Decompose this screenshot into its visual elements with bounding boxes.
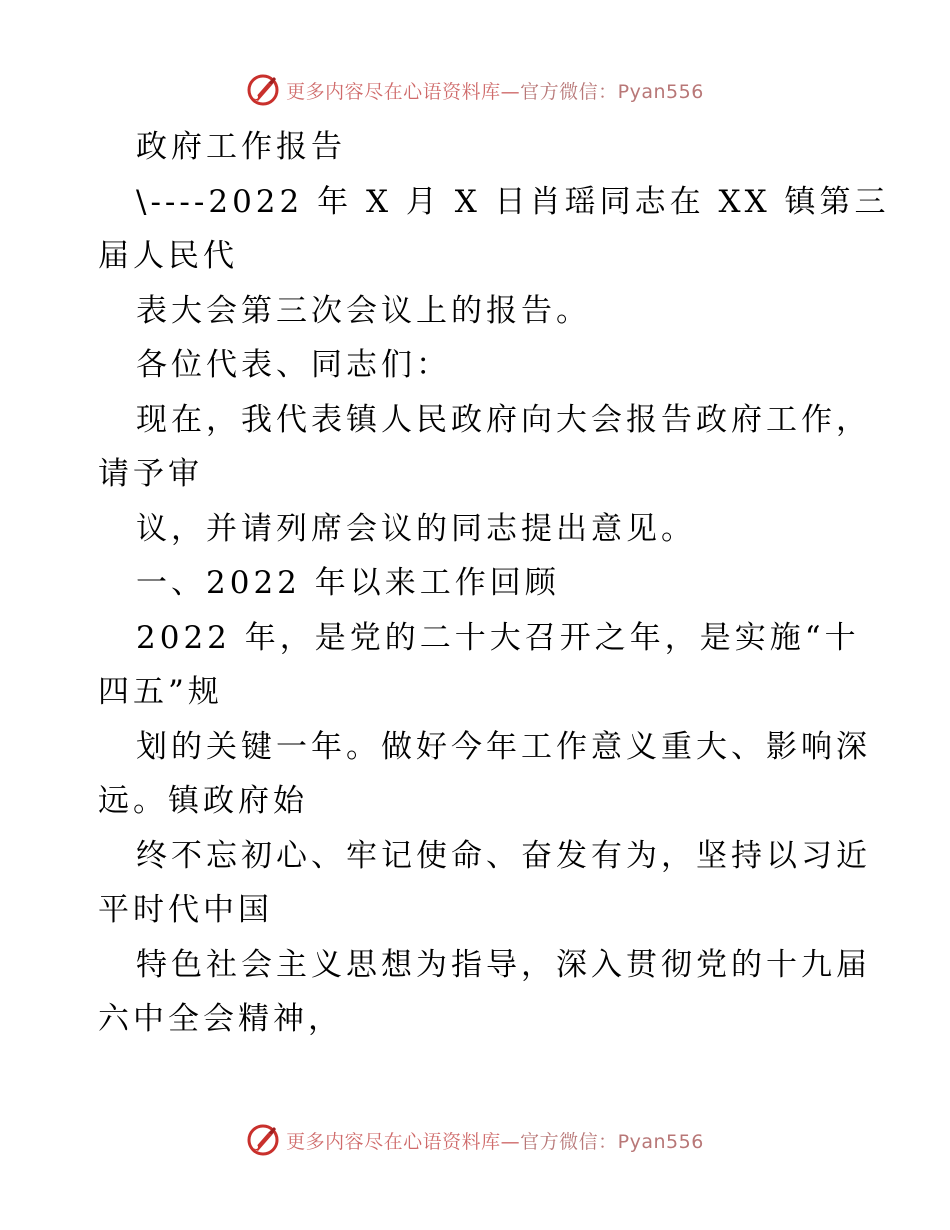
document-line: 一、2022 年以来工作回顾 (136, 565, 560, 601)
document-line: 特色社会主义思想为指导，深入贯彻党的十九届 (136, 946, 871, 983)
document-line: 六中全会精神， (98, 1001, 343, 1037)
document-line: 届人民代 (98, 238, 238, 274)
document-body (98, 120, 890, 1047)
footer-watermark (0, 1120, 950, 1160)
quill-logo-icon (246, 1123, 280, 1157)
watermark-text (286, 1127, 704, 1154)
quill-logo-icon (246, 73, 280, 107)
document-line: 各位代表、同志们： (136, 347, 451, 383)
header-watermark (0, 70, 950, 110)
document-line: \----2022 年 X 月 X 日肖瑶同志在 XX 镇第三 (136, 183, 890, 220)
document-line: 平时代中国 (98, 892, 273, 928)
watermark-main-text: 更多内容尽在心语资料库— (286, 80, 521, 103)
document-line: 表大会第三次会议上的报告。 (136, 292, 591, 329)
document-line: 终不忘初心、牢记使命、奋发有为，坚持以习近 (136, 837, 871, 874)
document-line: 划的关键一年。做好今年工作意义重大、影响深 (136, 728, 871, 765)
watermark-wechat-text: 官方微信：Pyan556 (520, 80, 704, 103)
document-line: 2022 年，是党的二十大召开之年，是实施“十 (136, 619, 860, 656)
document-line: 四五”规 (98, 674, 223, 710)
watermark-text (286, 77, 704, 104)
watermark-wechat-text: 官方微信：Pyan556 (520, 1130, 704, 1153)
watermark-main-text: 更多内容尽在心语资料库— (286, 1130, 521, 1153)
document-line: 政府工作报告 (136, 129, 346, 165)
document-line: 远。镇政府始 (98, 783, 308, 819)
document-line: 请予审 (98, 456, 203, 492)
document-line: 现在，我代表镇人民政府向大会报告政府工作， (136, 401, 871, 438)
document-line: 议，并请列席会议的同志提出意见。 (136, 510, 696, 547)
